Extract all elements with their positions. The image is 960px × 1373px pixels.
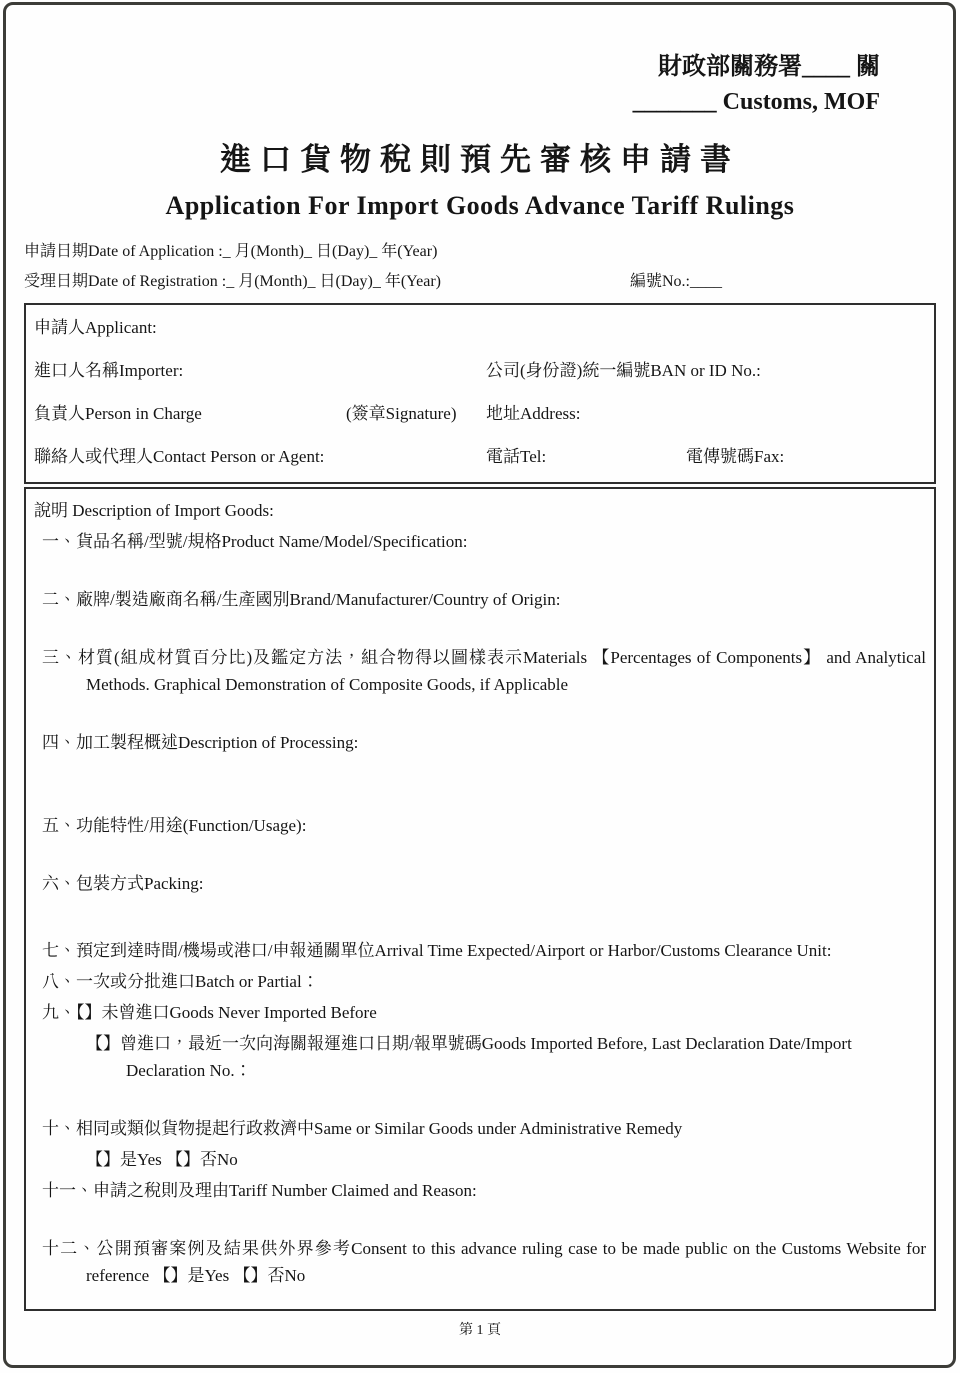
address-field-label: 地址Address: — [486, 404, 581, 424]
form-title-chinese: 進口貨物稅則預先審核申請書 — [220, 141, 740, 177]
applicant-info-box — [24, 303, 936, 484]
agency-header — [24, 50, 880, 120]
person-in-charge-field-label: 負責人Person in Charge — [34, 404, 202, 424]
item-10-administrative-remedy: 十、相同或類似貨物提起行政救濟中Same or Similar Goods under Administrative Remedy — [42, 1119, 683, 1139]
item-5-function-usage: 五、功能特性/用途(Function/Usage): — [42, 816, 307, 836]
page-number: 第 1 頁 — [459, 1323, 501, 1339]
item-2-brand-origin: 二、廠牌/製造廠商名稱/生產國別Brand/Manufacturer/Country of Origin: — [42, 590, 561, 610]
date-of-application-line: 申請日期Date of Application :_ 月(Month)_ 日(Day)_ 年(Year) — [24, 242, 438, 260]
signature-field-label: (簽章Signature) — [346, 404, 457, 424]
description-heading: 說明 Description of Import Goods: — [34, 501, 274, 521]
item-6-packing: 六、包裝方式Packing: — [42, 874, 204, 894]
meta-section — [24, 237, 936, 298]
form-title-english: Application For Import Goods Advance Tariff Rulings — [165, 190, 795, 220]
customs-office-line: 財政部關務署____ 關 — [658, 54, 880, 80]
fax-field-label: 電傳號碼Fax: — [686, 447, 785, 467]
item-1-product-name: 一、貨品名稱/型號/規格Product Name/Model/Specification: — [42, 532, 468, 552]
ban-id-field-label: 公司(身份證)統一編號BAN or ID No.: — [486, 361, 761, 381]
applicant-field-label: 申請人Applicant: — [34, 318, 157, 338]
item-11-tariff-number-claimed: 十一、申請之稅則及理由Tariff Number Claimed and Reason: — [42, 1181, 477, 1201]
customs-mof-line: _______ Customs, MOF — [632, 88, 880, 115]
serial-number-field: 編號No.:____ — [630, 272, 723, 290]
date-of-registration-line: 受理日期Date of Registration :_ 月(Month)_ 日(Day)_ 年(Year) — [24, 272, 441, 290]
goods-description-box — [24, 487, 936, 1311]
item-9-never-imported-option: 九、【】未曾進口Goods Never Imported Before — [42, 1003, 377, 1023]
item-8-batch-or-partial: 八、一次或分批進口Batch or Partial： — [42, 972, 319, 992]
item-10-yes-no-checkboxes: 【】是Yes 【】否No — [86, 1150, 238, 1170]
contact-agent-field-label: 聯絡人或代理人Contact Person or Agent: — [34, 447, 325, 467]
tel-field-label: 電話Tel: — [486, 447, 547, 467]
item-3-materials: 三、材質(組成材質百分比)及鑑定方法，組合物得以圖樣表示Materials 【Percentages of Components】 and Analytical Methods. Graphical Demonstration of Composite Goods, if Applicable — [42, 648, 926, 695]
item-4-processing: 四、加工製程概述Description of Processing: — [42, 733, 359, 753]
item-12-public-consent: 十二、公開預審案例及結果供外界參考Consent to this advance ruling case to be made public on the Customs Website for reference 【】是Yes 【】否No — [42, 1239, 926, 1286]
importer-field-label: 進口人名稱Importer: — [34, 361, 184, 381]
item-7-arrival-clearance: 七、預定到達時間/機場或港口/申報通關單位Arrival Time Expected/Airport or Harbor/Customs Clearance Unit: — [42, 941, 832, 961]
item-9-imported-before-option: 【】曾進口，最近一次向海關報運進口日期/報單號碼Goods Imported Before, Last Declaration Date/Import Declaration No.： — [86, 1034, 852, 1081]
